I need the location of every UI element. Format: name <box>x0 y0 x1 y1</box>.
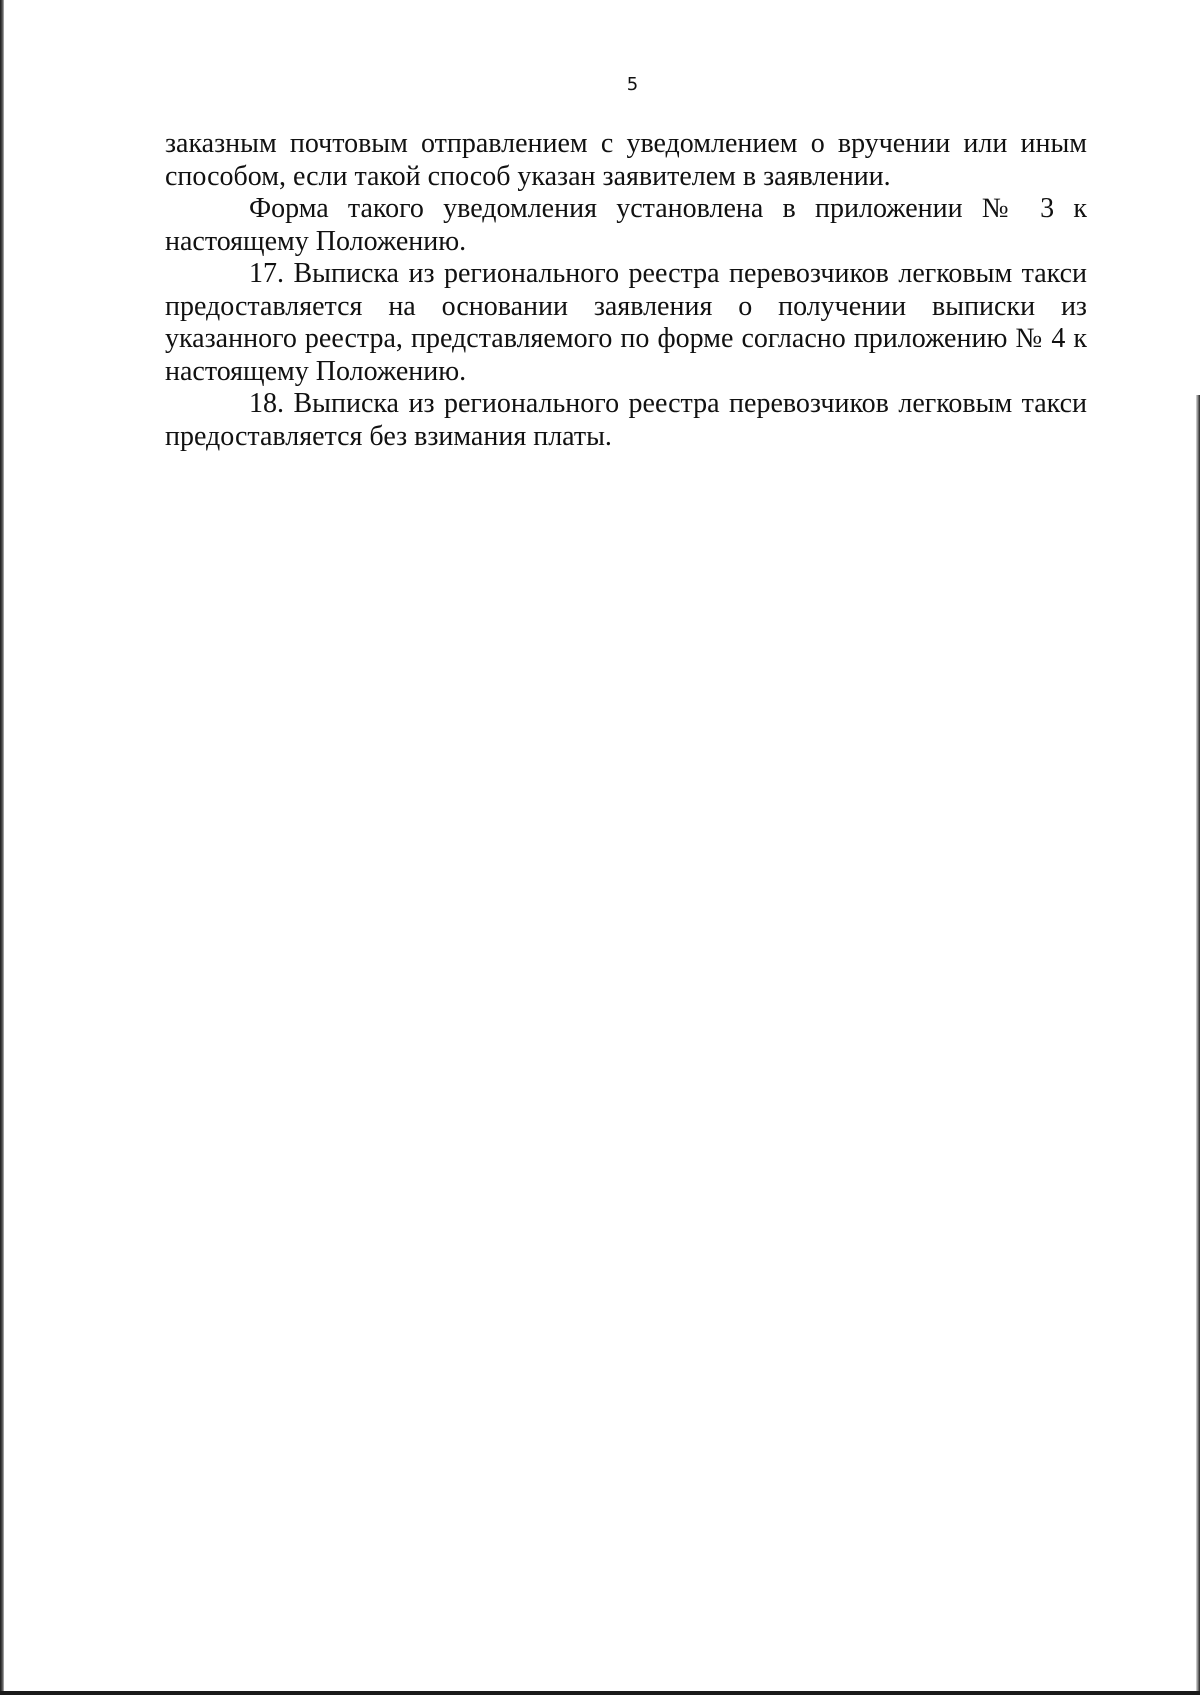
scan-edge-right <box>1196 395 1200 1695</box>
scan-edge-left <box>0 0 4 1695</box>
scan-edge-bottom <box>0 1691 1200 1695</box>
paragraph-17: 17. Выписка из регионального реестра перевозчиков легковым такси предоставляется на основании заявления о получении выписки из указанного реестра, представляемого по форме согласно приложению № 4 к настоящему Положению. <box>165 258 1087 387</box>
page-number: 5 <box>626 74 639 95</box>
paragraph-continuation: заказным почтовым отправлением с уведомлением о вручении или иным способом, если такой способ указан заявителем в заявлении. <box>165 128 1087 192</box>
paragraph-18: 18. Выписка из регионального реестра перевозчиков легковым такси предоставляется без взимания платы. <box>165 388 1087 452</box>
paragraph-notice-form: Форма такого уведомления установлена в приложении № 3 к настоящему Положению. <box>165 193 1087 257</box>
document-body <box>165 128 1087 453</box>
